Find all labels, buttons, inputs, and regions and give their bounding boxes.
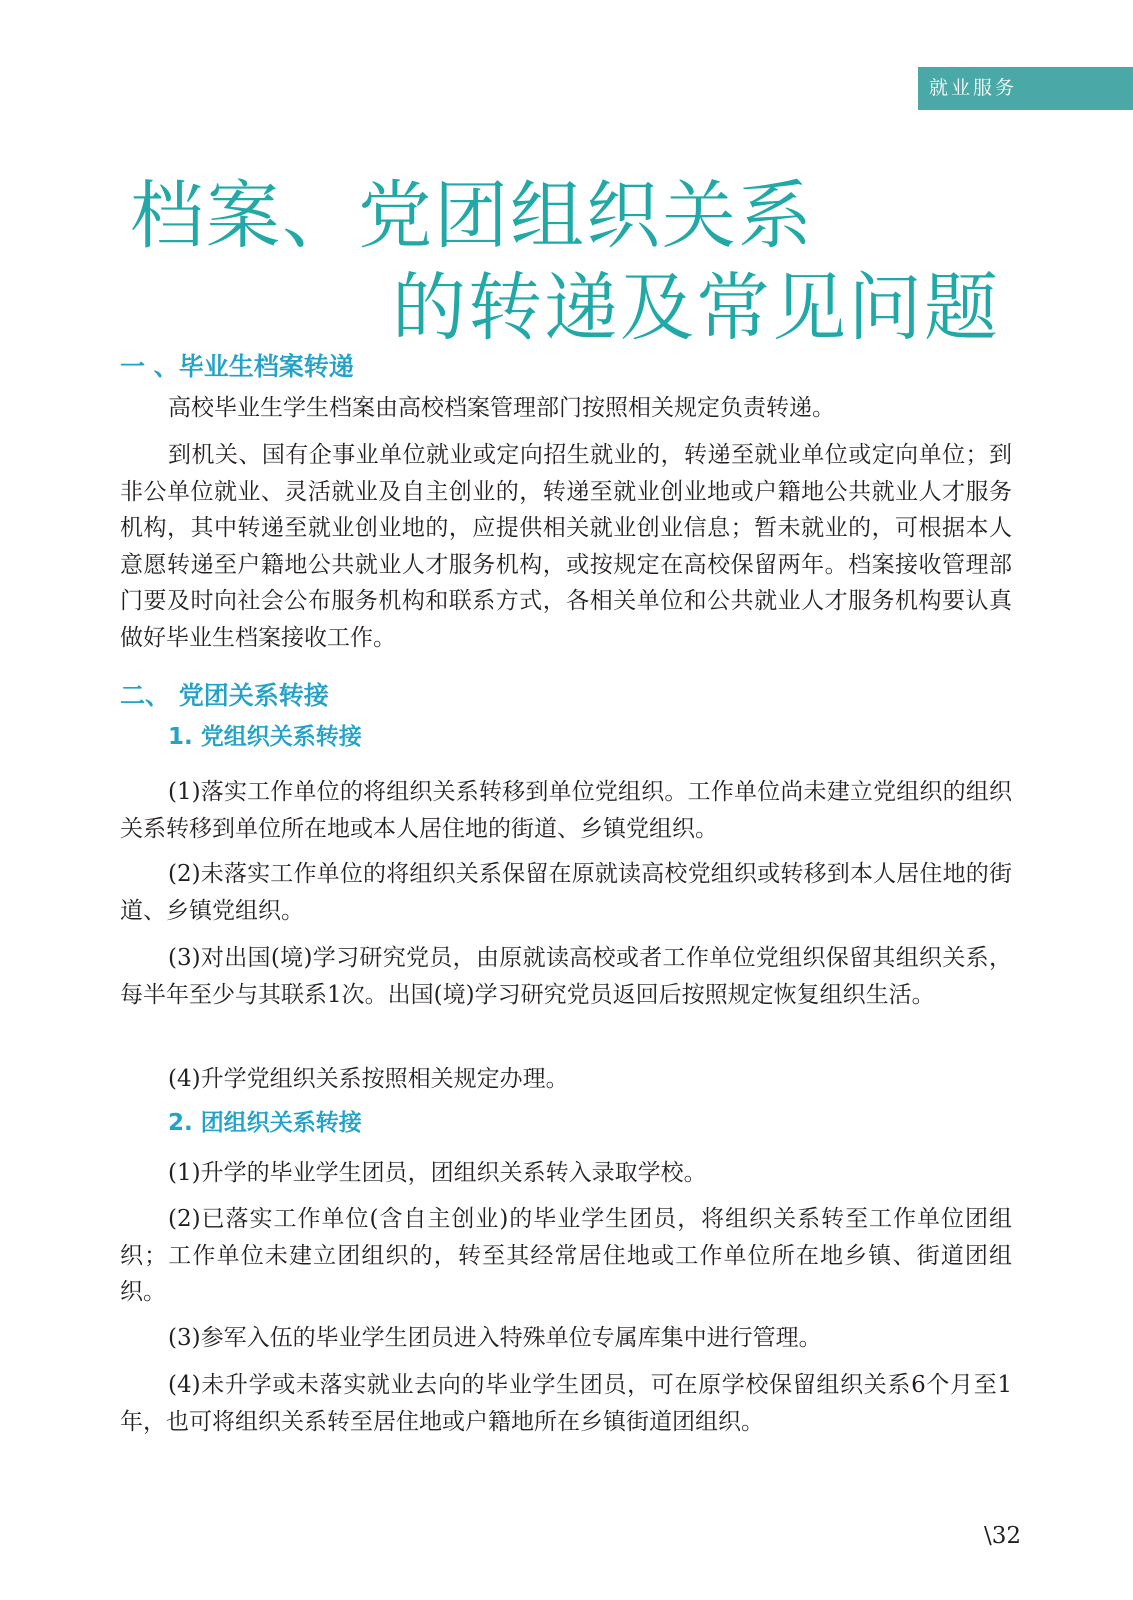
league-paragraph: (3)参军入伍的毕业学生团员进入特殊单位专属库集中进行管理。 <box>168 1325 822 1351</box>
league-paragraph: (2)已落实工作单位(含自主创业)的毕业学生团员，将组织关系转至工作单位团组织；工作单位未建立团组织的，转至其经常居住地或工作单位所在地乡镇、街道团组织。 <box>120 1206 1012 1305</box>
party-paragraph: (4)升学党组织关系按照相关规定办理。 <box>168 1066 569 1092</box>
section-tab: 就业服务 <box>918 67 1133 110</box>
page-title-line-2: 的转递及常见问题 <box>392 265 1000 351</box>
page-title-line-1: 档案、党团组织关系 <box>130 173 814 259</box>
league-paragraph: (4)未升学或未落实就业去向的毕业学生团员，可在原学校保留组织关系6个月至1年，也可将组织关系转至居住地或户籍地所在乡镇街道团组织。 <box>120 1372 1012 1435</box>
party-paragraph: (1)落实工作单位的将组织关系转移到单位党组织。工作单位尚未建立党组织的组织关系转移到单位所在地或本人居住地的街道、乡镇党组织。 <box>120 779 1012 842</box>
party-paragraph: (3)对出国(境)学习研究党员，由原就读高校或者工作单位党组织保留其组织关系，每半年至少与其联系1次。出国(境)学习研究党员返回后按照规定恢复组织生活。 <box>120 945 1012 1008</box>
section1-paragraph: 到机关、国有企事业单位就业或定向招生就业的，转递至就业单位或定向单位；到非公单位就业、灵活就业及自主创业的，转递至就业创业地或户籍地公共就业人才服务机构，其中转递至就业创业地的，应提供相关就业创业信息；暂未就业的，可根据本人意愿转递至户籍地公共就业人才服务机构，或按规定在高校保留两年。档案接收管理部门要及时向社会公布服务机构和联系方式，各相关单位和公共就业人才服务机构要认真做好毕业生档案接收工作。 <box>120 442 1012 651</box>
section1-heading: 一 、毕业生档案转递 <box>120 352 354 381</box>
subsection-league-heading: 2. 团组织关系转接 <box>168 1110 362 1136</box>
league-paragraph: (1)升学的毕业学生团员，团组织关系转入录取学校。 <box>168 1160 707 1186</box>
subsection-party-heading: 1. 党组织关系转接 <box>168 724 362 750</box>
party-paragraph: (2)未落实工作单位的将组织关系保留在原就读高校党组织或转移到本人居住地的街道、乡镇党组织。 <box>120 861 1012 924</box>
section1-paragraph: 高校毕业生学生档案由高校档案管理部门按照相关规定负责转递。 <box>168 395 835 421</box>
section2-heading: 二、 党团关系转接 <box>120 681 329 710</box>
page-number: \32 <box>984 1523 1022 1549</box>
